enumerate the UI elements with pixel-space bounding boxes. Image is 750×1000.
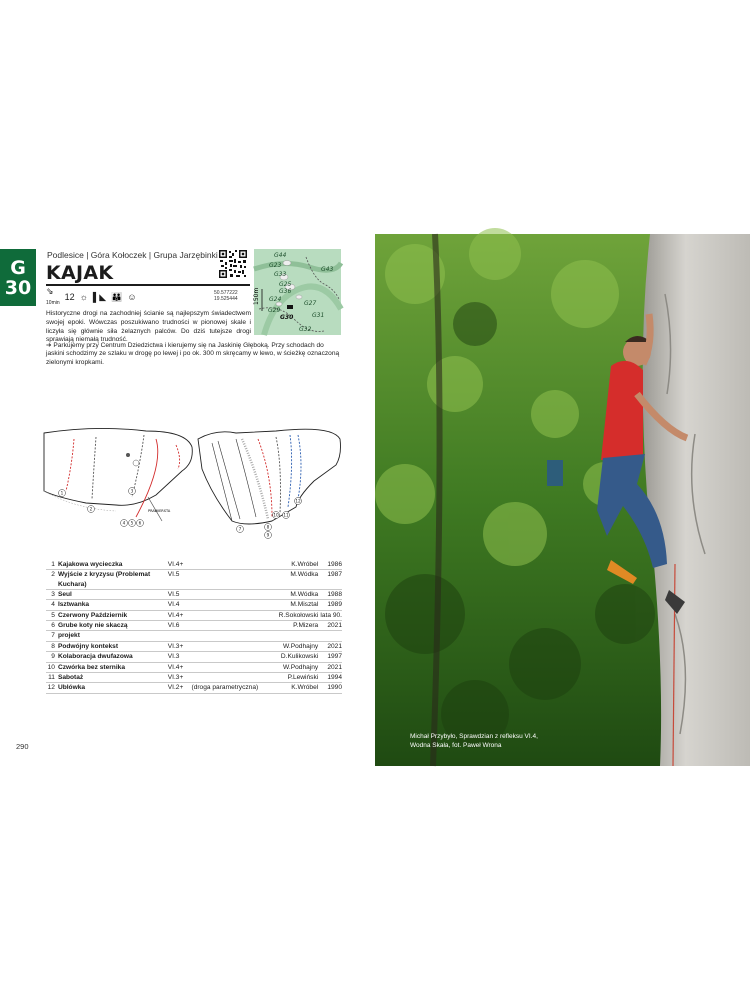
route-year: 1989 <box>318 600 342 610</box>
route-author: M.Wódka <box>269 570 319 589</box>
climber-photo <box>375 234 750 766</box>
svg-text:8: 8 <box>266 524 270 530</box>
route-author: R.Sokołowski <box>269 610 319 620</box>
route-note <box>192 589 269 599</box>
route-row <box>46 570 342 589</box>
route-number: 4 <box>46 600 58 610</box>
route-note <box>192 672 269 682</box>
route-author <box>269 631 319 641</box>
route-marker-3 <box>129 488 136 495</box>
map-label: G43 <box>321 266 334 273</box>
route-row <box>46 610 342 620</box>
route-name: Kajakowa wycieczka <box>58 560 168 570</box>
wall-icon: ▌◣ <box>92 292 107 302</box>
route-name: Grube koty nie skaczą <box>58 620 168 630</box>
route-grade: VI.4+ <box>168 662 192 672</box>
route-marker-1 <box>59 490 66 497</box>
exposure-value: 12 <box>64 292 75 302</box>
map-label: G29 <box>268 307 281 314</box>
route-name: Seul <box>58 589 168 599</box>
sun-icon: ☼ <box>79 292 88 302</box>
route-author: W.Podhajny <box>269 662 319 672</box>
page-number: 290 <box>16 742 29 751</box>
route-author: K.Wróbel <box>269 560 319 570</box>
route-number: 2 <box>46 570 58 589</box>
route-number: 3 <box>46 589 58 599</box>
route-author: D.Kulikowski <box>269 652 319 662</box>
route-grade: VI.4 <box>168 600 192 610</box>
route-note <box>192 641 269 651</box>
route-grade: VI.6 <box>168 620 192 630</box>
route-name: Kolaboracja dwufazowa <box>58 652 168 662</box>
route-marker-2 <box>88 506 95 513</box>
route-year: 2021 <box>318 641 342 651</box>
svg-text:11: 11 <box>283 512 289 518</box>
route-note <box>192 631 269 641</box>
route-number: 10 <box>46 662 58 672</box>
route-number: 7 <box>46 631 58 641</box>
route-row <box>46 589 342 599</box>
map-label: G33 <box>274 271 287 278</box>
routes-table <box>46 560 342 694</box>
location-minimap <box>254 249 341 335</box>
svg-text:2: 2 <box>89 506 93 512</box>
sector-tab <box>0 249 36 306</box>
photo-caption <box>410 732 538 750</box>
route-year: 1988 <box>318 589 342 599</box>
caption-line: Wodna Skała, fot. Paweł Wrona <box>410 742 502 749</box>
approach-icon: ⇘ 10min <box>46 286 60 306</box>
route-name: projekt <box>58 631 168 641</box>
svg-text:4: 4 <box>122 520 126 526</box>
svg-text:3: 3 <box>130 488 134 494</box>
latitude: 50.577222 <box>214 290 238 296</box>
walk-time: 10 <box>46 300 52 306</box>
svg-text:6: 6 <box>138 520 142 526</box>
route-marker-8 <box>265 524 272 531</box>
route-grade <box>168 631 192 641</box>
map-label: G36 <box>279 288 292 295</box>
route-number: 9 <box>46 652 58 662</box>
route-number: 5 <box>46 610 58 620</box>
sector-letter: G <box>10 256 26 279</box>
svg-text:10: 10 <box>273 512 279 518</box>
route-number: 12 <box>46 683 58 693</box>
sector-number: 30 <box>4 276 32 299</box>
route-note <box>192 570 269 589</box>
route-marker-6 <box>137 520 144 527</box>
topo-diagram <box>36 425 344 537</box>
route-grade: VI.4+ <box>168 560 192 570</box>
route-name: Isztwanka <box>58 600 168 610</box>
map-current-sector: G30 <box>280 314 294 321</box>
map-label: G31 <box>312 312 325 319</box>
route-grade: VI.5 <box>168 589 192 599</box>
route-author: P.Lewiński <box>269 672 319 682</box>
route-row <box>46 560 342 570</box>
route-author: M.Wódka <box>269 589 319 599</box>
qr-code-icon <box>219 250 247 278</box>
gps-coordinates <box>214 290 238 302</box>
route-marker-12 <box>295 498 302 505</box>
route-marker-9 <box>265 532 272 539</box>
svg-text:5: 5 <box>130 520 134 526</box>
route-number: 8 <box>46 641 58 651</box>
route-year: 1987 <box>318 570 342 589</box>
route-row <box>46 652 342 662</box>
route-note <box>192 662 269 672</box>
route-number: 1 <box>46 560 58 570</box>
route-note <box>192 652 269 662</box>
route-year: lata 90. <box>318 610 342 620</box>
route-marker-10 <box>273 512 280 519</box>
route-number: 6 <box>46 620 58 630</box>
route-name: Podwójny kontekst <box>58 641 168 651</box>
route-author: K.Wróbel <box>269 683 319 693</box>
route-grade: VI.5 <box>168 570 192 589</box>
map-label: G23 <box>269 262 282 269</box>
title-rule <box>46 284 250 286</box>
route-year: 1990 <box>318 683 342 693</box>
route-row <box>46 672 342 682</box>
route-note <box>192 560 269 570</box>
route-note <box>192 610 269 620</box>
route-marker-4 <box>121 520 128 527</box>
route-name: Czerwony Październik <box>58 610 168 620</box>
svg-text:12: 12 <box>295 498 301 504</box>
map-label: G32 <box>299 326 312 333</box>
route-grade: VI.3 <box>168 652 192 662</box>
route-row <box>46 641 342 651</box>
route-note <box>192 600 269 610</box>
map-scale: 150m <box>253 287 260 305</box>
svg-text:9: 9 <box>266 532 270 538</box>
route-name: Czwórka bez sternika <box>58 662 168 672</box>
route-row <box>46 683 342 693</box>
route-grade: VI.2+ <box>168 683 192 693</box>
breadcrumb: Podlesice | Góra Kołoczek | Grupa Jarzębinki <box>47 250 218 260</box>
route-year: 1986 <box>318 560 342 570</box>
route-year: 2021 <box>318 620 342 630</box>
map-label: G27 <box>304 300 317 307</box>
route-note: (droga parametryczna) <box>192 683 269 693</box>
route-grade: VI.3+ <box>168 672 192 682</box>
map-label: G44 <box>274 252 287 259</box>
route-row <box>46 620 342 630</box>
route-year: 2021 <box>318 662 342 672</box>
map-label: G25 <box>279 281 292 288</box>
route-marker-5 <box>129 520 136 527</box>
longitude: 19.525444 <box>214 296 238 302</box>
route-marker-11 <box>283 512 290 519</box>
route-year: 1997 <box>318 652 342 662</box>
smile-icon: ☺ <box>127 292 137 302</box>
route-author: M.Misztal <box>269 600 319 610</box>
topo-left-panel <box>44 428 192 521</box>
walk-unit: min <box>51 300 60 306</box>
route-grade: VI.3+ <box>168 641 192 651</box>
route-row <box>46 600 342 610</box>
topo-right-panel <box>198 429 341 524</box>
route-year <box>318 631 342 641</box>
route-name: Ublówka <box>58 683 168 693</box>
topo-label: PRAWIERSTA <box>148 509 171 513</box>
route-note <box>192 620 269 630</box>
sector-description: Historyczne drogi na zachodniej ścianie są najlepszym świadectwem swojej epoki. Wówczas poszukiwano trudności w pionowej skale i liczyła się głównie siła żelaznych palców. Do dziś tutejsze drogi sprawiają niemałą trudność. <box>46 310 251 344</box>
route-name: Wyjście z kryzysu (Problemat Kuchara) <box>58 570 168 589</box>
route-year: 1994 <box>318 672 342 682</box>
caption-line: Michał Przybyło, Sprawdzian z refleksu VI.4, <box>410 733 538 740</box>
route-row <box>46 662 342 672</box>
route-grade: VI.4+ <box>168 610 192 620</box>
route-name: Sabotaż <box>58 672 168 682</box>
map-label: G24 <box>269 296 282 303</box>
access-directions: ➔ Parkujemy przy Centrum Dziedzictwa i kierujemy się na Jaskinię Głęboką. Przy schodach do jaskini schodzimy ze szlaku w drogę po lewej i po ok. 300 m skręcamy w lewo, w ścieżkę oznaczoną zielonymi kropkami. <box>46 342 340 366</box>
page-title: KAJAK <box>46 262 114 284</box>
route-marker-7 <box>237 526 244 533</box>
family-icon: 👪 <box>111 292 123 302</box>
route-author: P.Mizera <box>269 620 319 630</box>
route-author: W.Podhajny <box>269 641 319 651</box>
svg-text:1: 1 <box>60 490 64 496</box>
route-row <box>46 631 342 641</box>
route-number: 11 <box>46 672 58 682</box>
info-icon-row <box>46 286 137 306</box>
svg-text:7: 7 <box>238 526 242 532</box>
